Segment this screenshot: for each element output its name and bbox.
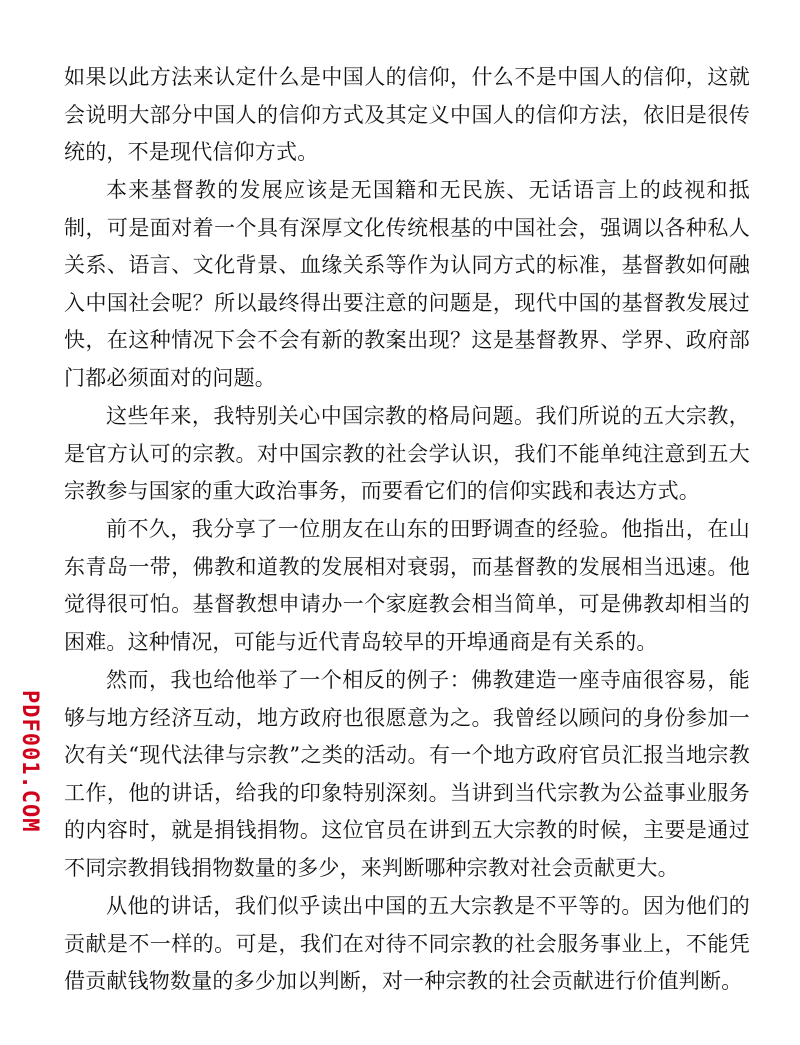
watermark-text: PDF001.COM xyxy=(17,690,42,833)
paragraph-4: 前不久，我分享了一位朋友在山东的田野调查的经验。他指出，在山东青岛一带，佛教和道教的发展相对衰弱，而基督教的发展相当迅速。他觉得很可怕。基督教想申请办一个家庭教会相当简单，可是佛教却相当的困难。这种情况，可能与近代青岛较早的开埠通商是有关系的。 xyxy=(64,517,750,654)
paragraph-6: 从他的讲话，我们似乎读出中国的五大宗教是不平等的。因为他们的贡献是不一样的。可是，我们在对待不同宗教的社会服务事业上，不能凭借贡献钱物数量的多少加以判断，对一种宗教的社会贡献进行价值判断。 xyxy=(64,894,750,994)
paragraph-2: 本来基督教的发展应该是无国籍和无民族、无话语言上的歧视和抵制，可是面对着一个具有深厚文化传统根基的中国社会，强调以各种私人关系、语言、文化背景、血缘关系等作为认同方式的标准，基督教如何融入中国社会呢？所以最终得出要注意的问题是，现代中国的基督教发展过快，在这种情况下会不会有新的教案出现？这是基督教界、学界、政府部门都必须面对的问题。 xyxy=(64,178,750,390)
paragraph-5: 然而，我也给他举了一个相反的例子：佛教建造一座寺庙很容易，能够与地方经济互动，地方政府也很愿意为之。我曾经以顾问的身份参加一次有关“现代法律与宗教”之类的活动。有一个地方政府官员汇报当地宗教工作，他的讲话，给我的印象特别深刻。当讲到当代宗教为公益事业服务的内容时，就是捐钱捐物。这位官员在讲到五大宗教的时候，主要是通过不同宗教捐钱捐物数量的多少，来判断哪种宗教对社会贡献更大。 xyxy=(64,668,750,880)
paragraph-3: 这些年来，我特别关心中国宗教的格局问题。我们所说的五大宗教，是官方认可的宗教。对中国宗教的社会学认识，我们不能单纯注意到五大宗教参与国家的重大政治事务，而要看它们的信仰实践和表达方式。 xyxy=(64,404,750,504)
paragraph-1: 如果以此方法来认定什么是中国人的信仰，什么不是中国人的信仰，这就会说明大部分中国人的信仰方式及其定义中国人的信仰方法，依旧是很传统的，不是现代信仰方式。 xyxy=(64,65,750,165)
